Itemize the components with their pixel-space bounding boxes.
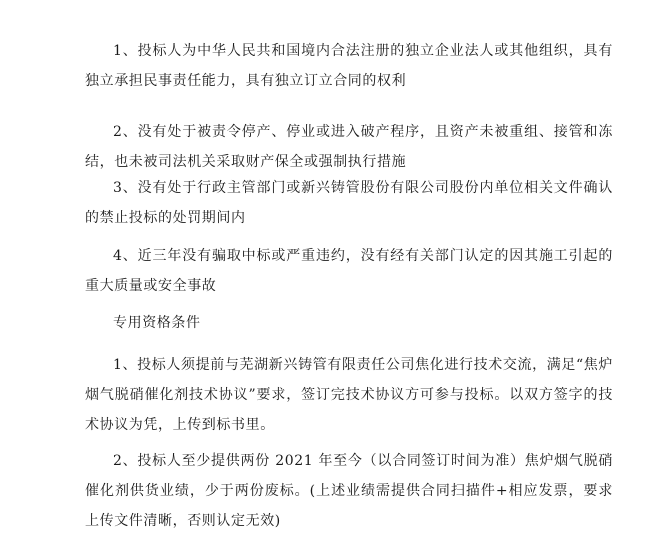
special-conditions-heading: 专用资格条件 (113, 315, 201, 331)
general-condition-2: 2、没有处于被责令停产、停业或进入破产程序，且资产未被重组、接管和冻结，也未被司法机关采取财产保全或强制执行措施 (85, 124, 613, 170)
general-condition-4: 4、近三年没有骗取中标或严重违约，没有经有关部门认定的因其施工引起的重大质量或安全事故 (85, 248, 613, 294)
special-condition-1: 1、投标人须提前与芜湖新兴铸管有限责任公司焦化进行技术交流，满足“焦炉烟气脱硝催化剂技术协议”要求，签订完技术协议方可参与投标。以双方签字的技术协议为凭，上传到标书里。 (85, 357, 613, 433)
general-condition-1: 1、投标人为中华人民共和国境内合法注册的独立企业法人或其他组织，具有独立承担民事责任能力，具有独立订立合同的权利 (85, 43, 613, 89)
special-condition-2: 2、投标人至少提供两份 2021 年至今（以合同签订时间为准）焦炉烟气脱硝催化剂供货业绩，少于两份废标。(上述业绩需提供合同扫描件+相应发票，要求上传文件清晰，否则认定无效) (85, 453, 613, 529)
general-condition-3: 3、没有处于行政主管部门或新兴铸管股份有限公司股份内单位相关文件确认的禁止投标的处罚期间内 (85, 180, 613, 226)
